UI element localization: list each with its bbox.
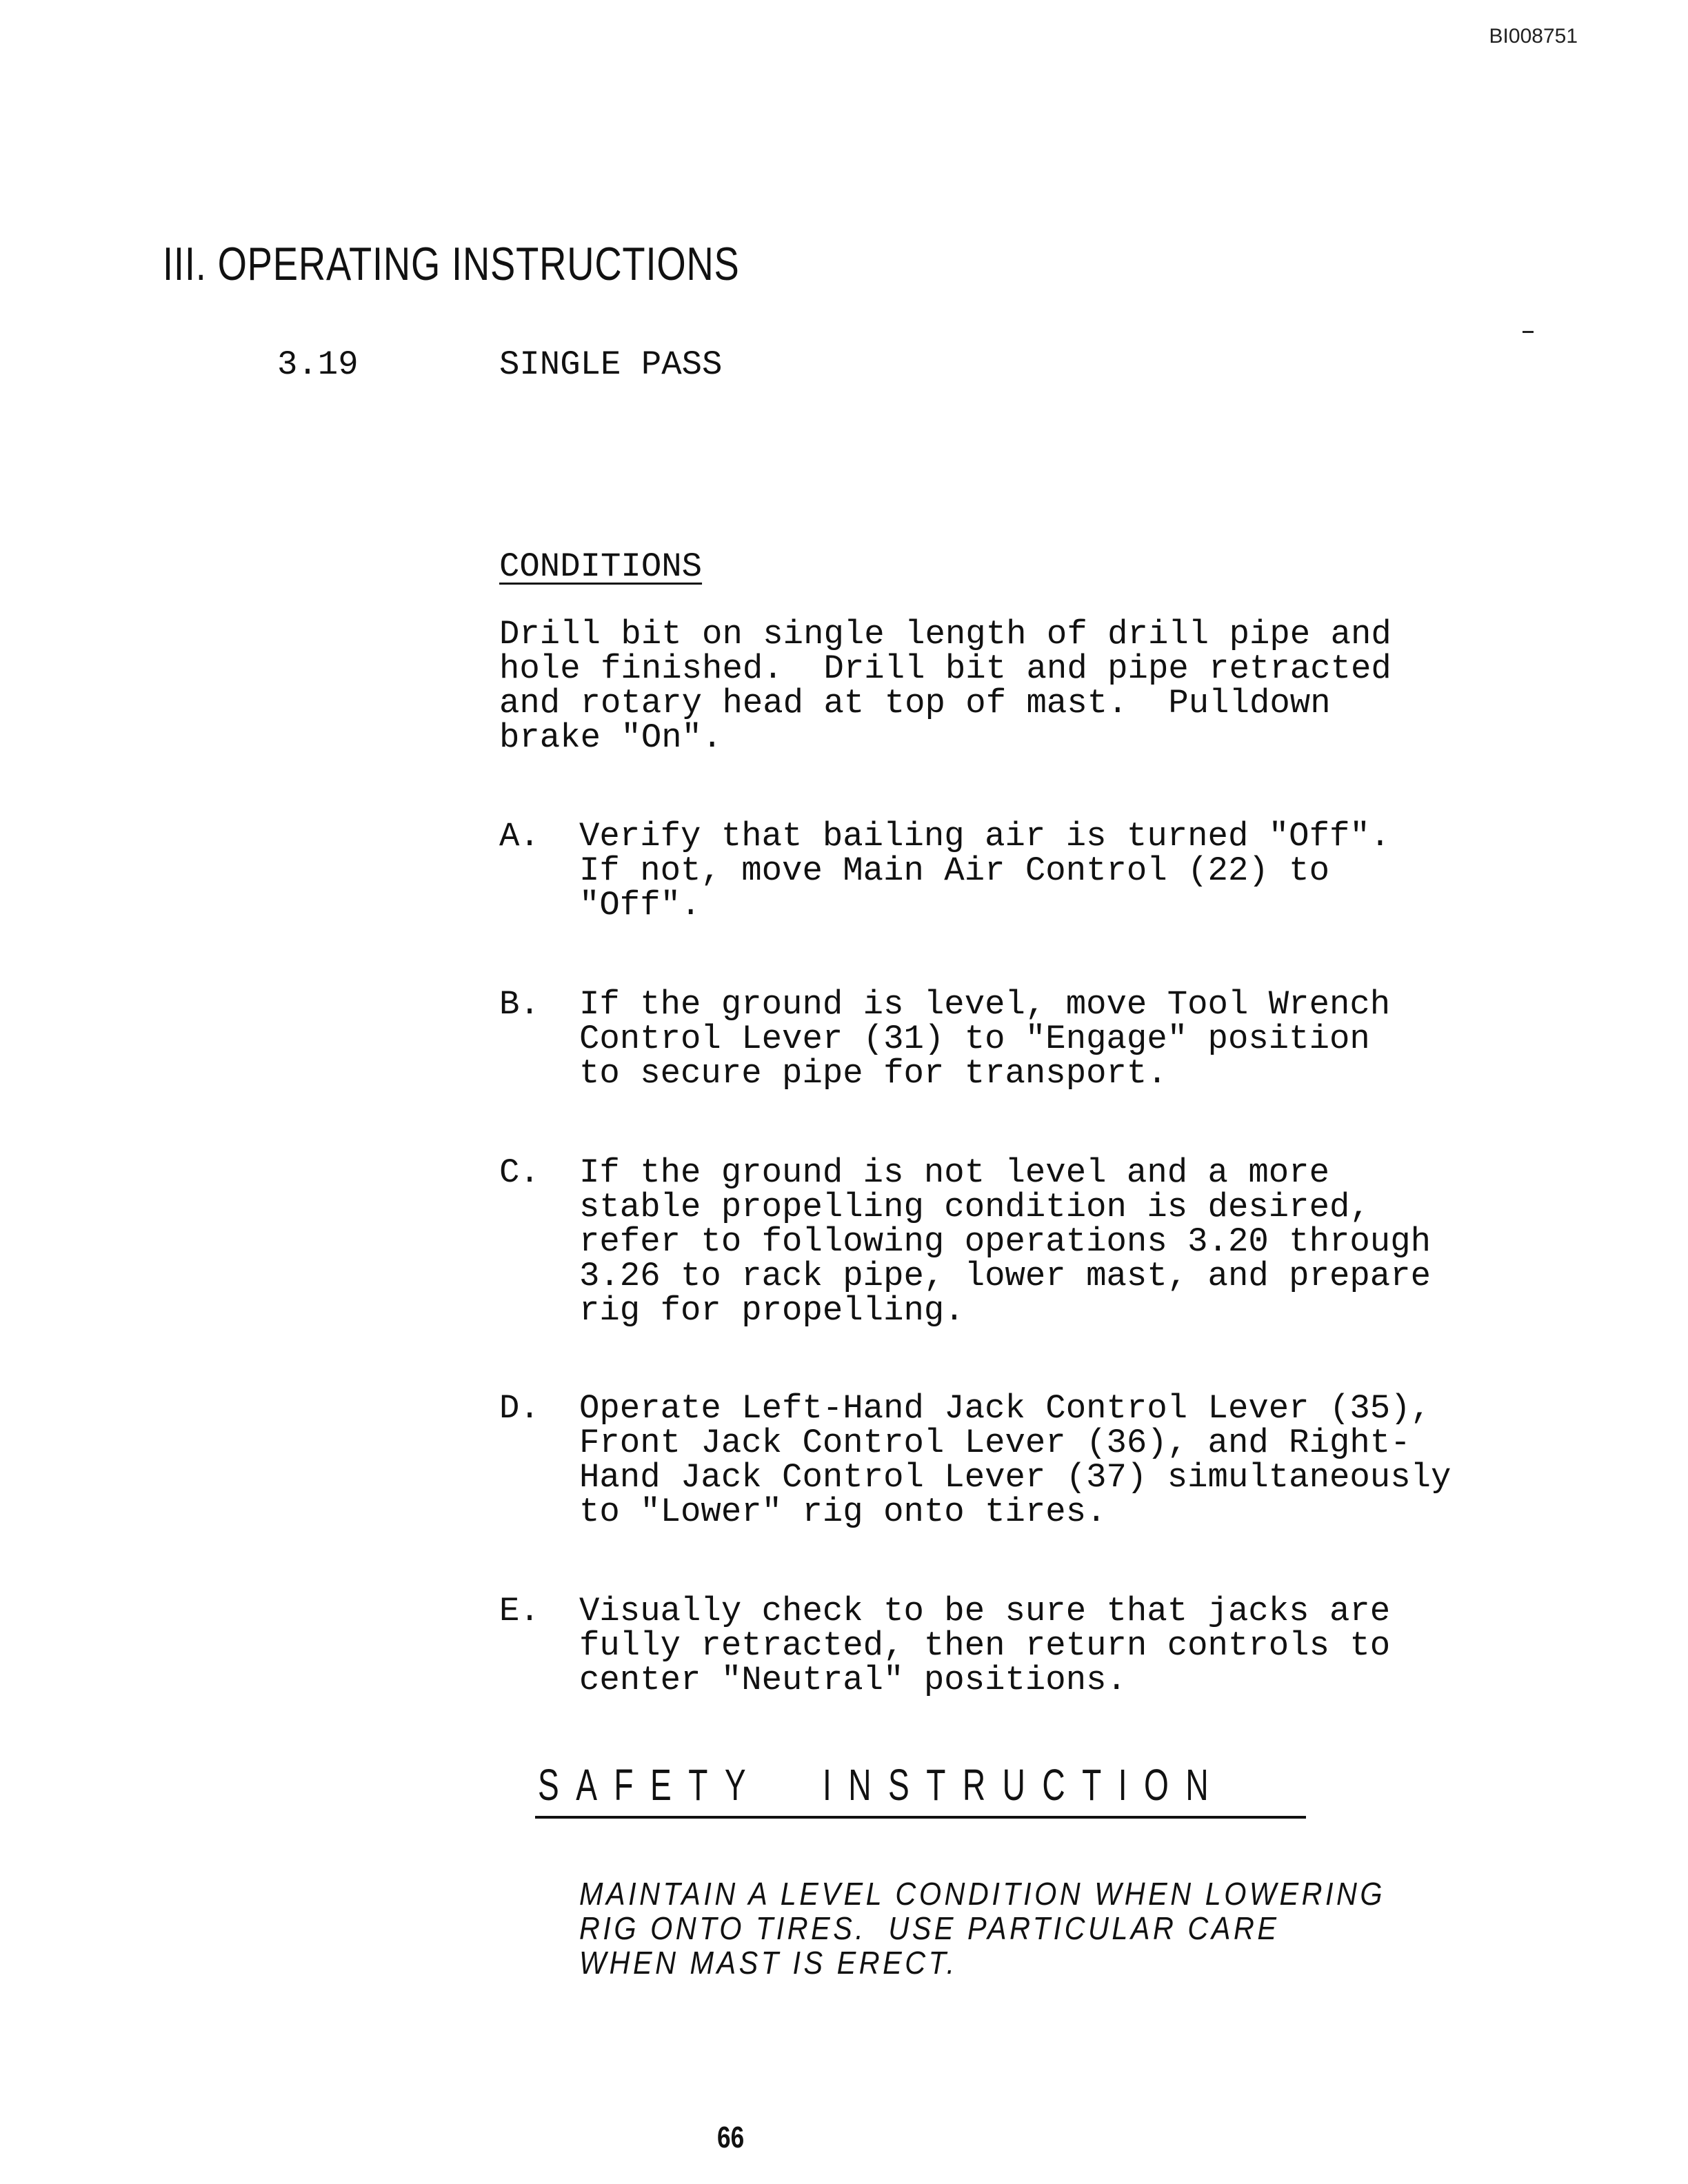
step-letter: A. (499, 817, 540, 856)
step-b (499, 985, 1391, 1093)
step-letter: D. (499, 1389, 540, 1428)
subsection-number: 3.19 (277, 345, 359, 384)
step-d (499, 1389, 1451, 1531)
step-letter: E. (499, 1592, 540, 1630)
margin-mark (1523, 331, 1534, 333)
step-letter: B. (499, 985, 540, 1024)
step-a (499, 817, 1391, 924)
step-text: If the ground is level, move Tool Wrench Control Lever (31) to "Engage" position to secure pipe for transport. (579, 985, 1391, 1093)
page-number: 66 (717, 2121, 745, 2154)
step-text: Visually check to be sure that jacks are fully retracted, then return controls to center "Neutral" positions. (579, 1592, 1391, 1699)
subsection-title: SINGLE PASS (499, 345, 723, 384)
conditions-text: Drill bit on single length of drill pipe and hole finished. Drill bit and pipe retracted and rotary head at top of mast. Pulldown brake "On". (499, 615, 1391, 757)
safety-heading-underline (535, 1816, 1306, 1819)
step-e (499, 1592, 1391, 1699)
step-c (499, 1153, 1431, 1330)
document-id: BI008751 (1489, 25, 1578, 48)
safety-text: MAINTAIN A LEVEL CONDITION WHEN LOWERING RIG ONTO TIRES. USE PARTICULAR CARE WHEN MAST IS ERECT. (579, 1876, 1386, 1981)
step-text: If the ground is not level and a more stable propelling condition is desired, refer to following operations 3.20 through 3.26 to rack pipe, lower mast, and prepare rig for propelling. (579, 1153, 1431, 1330)
step-text: Operate Left-Hand Jack Control Lever (35), Front Jack Control Lever (36), and Right- Hand Jack Control Lever (37) simultaneously to "Lower" rig onto tires. (579, 1389, 1451, 1531)
step-text: Verify that bailing air is turned "Off". If not, move Main Air Control (22) to "Off". (579, 817, 1391, 924)
conditions-heading: CONDITIONS (499, 547, 703, 586)
section-title: III. OPERATING INSTRUCTIONS (163, 238, 740, 290)
safety-heading: SAFETY INSTRUCTION (538, 1760, 1226, 1810)
step-letter: C. (499, 1153, 540, 1192)
